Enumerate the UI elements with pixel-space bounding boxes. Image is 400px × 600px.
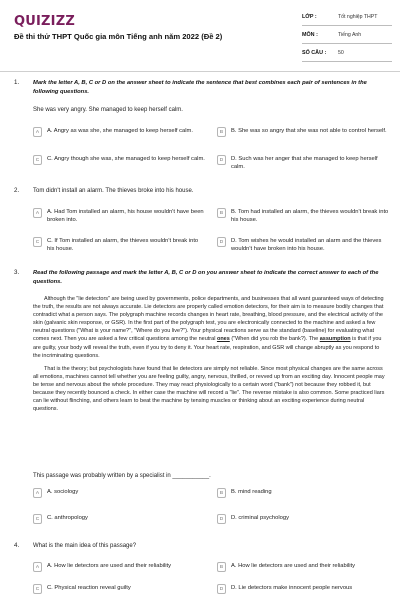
meta-value: Tốt nghiệp THPT bbox=[338, 14, 378, 20]
option-text: A. How lie detectors are used and their reliability bbox=[231, 563, 356, 569]
option-d[interactable] bbox=[217, 513, 395, 537]
option-d[interactable] bbox=[217, 583, 395, 597]
option-letter-box: C bbox=[33, 514, 42, 524]
option-text: C. anthropology bbox=[47, 515, 88, 521]
option-c[interactable] bbox=[33, 513, 211, 537]
meta-label: MÔN : bbox=[302, 32, 318, 38]
option-c[interactable] bbox=[33, 583, 211, 597]
option-text: D. Lie detectors make innocent people nervous bbox=[231, 585, 353, 591]
meta-value: 50 bbox=[338, 50, 344, 56]
option-letter-box: C bbox=[33, 584, 42, 594]
option-text: A. How lie detectors are used and their reliability bbox=[47, 563, 172, 569]
option-text: B. Tom had installed an alarm, the thieves wouldn't break into his house. bbox=[231, 209, 389, 223]
question-number: 3. bbox=[14, 269, 20, 276]
option-c[interactable] bbox=[33, 236, 211, 260]
meta-label: LỚP : bbox=[302, 14, 317, 20]
question-number: 2. bbox=[14, 187, 20, 194]
option-letter-box: D bbox=[217, 514, 226, 524]
option-text: D. Tom wishes he would installed an alarm and the thieves wouldn't have broken into his house. bbox=[231, 238, 382, 252]
option-text: C. Physical reaction reveal guilty bbox=[47, 585, 131, 591]
option-letter-box: C bbox=[33, 237, 42, 247]
document-title: Đề thi thử THPT Quốc gia môn Tiếng anh năm 2022 (Đề 2) bbox=[14, 32, 223, 41]
option-text: D. criminal psychology bbox=[231, 515, 289, 521]
option-text: A. Had Tom installed an alarm, his house wouldn't have been broken into. bbox=[47, 209, 204, 223]
option-letter-box: D bbox=[217, 584, 226, 594]
meta-value: Tiếng Anh bbox=[338, 32, 362, 38]
question-text: Tom didn't install an alarm. The thieves broke into his house. bbox=[33, 188, 194, 194]
option-a[interactable] bbox=[33, 207, 211, 231]
option-text: B. She was so angry that she was not able to control herself. bbox=[231, 128, 387, 134]
option-letter-box: A bbox=[33, 488, 42, 498]
option-d[interactable] bbox=[217, 236, 395, 260]
meta-row-count bbox=[302, 48, 392, 62]
option-letter-box: D bbox=[217, 155, 226, 165]
option-letter-box: D bbox=[217, 237, 226, 247]
question-text: What is the main idea of this passage? bbox=[33, 543, 137, 549]
option-a[interactable] bbox=[33, 487, 211, 511]
question-text: She was very angry. She managed to keep herself calm. bbox=[33, 107, 183, 113]
passage-paragraph-2: That is the theory; but psychologists have found that lie detectors are simply not reliable. Since most physical changes are the same across all emotions, machines cannot tell whether you are feeling guilty, angry, nervous, thrilled, or revved up from an exciting day. Innocent people may be tense and nervous about the whole procedure. They may react physiologically to a certain word ("bank") not because they robbed it, but because they recently bounced a check. In either case the machine will record a "lie". The reverse mistake is also common. Some practiced liars can lie without flinching, and others learn to beat the machine by tensing muscles or thinking about an exciting experience during neutral questions. bbox=[33, 365, 385, 413]
quizizz-logo[interactable]: QUIZIZZ bbox=[14, 14, 75, 29]
option-letter-box: B bbox=[217, 488, 226, 498]
option-text: D. Such was her anger that she managed to keep herself calm. bbox=[231, 156, 378, 170]
option-text: A. sociology bbox=[47, 489, 79, 495]
meta-row-class bbox=[302, 12, 392, 26]
option-letter-box: A bbox=[33, 562, 42, 572]
underlined-word: ones bbox=[216, 336, 230, 343]
option-a[interactable] bbox=[33, 561, 211, 585]
option-d[interactable] bbox=[217, 154, 395, 178]
underlined-word: assumption bbox=[319, 336, 351, 343]
option-text: A. Angry as was she, she managed to keep herself calm. bbox=[47, 128, 193, 134]
option-b[interactable] bbox=[217, 207, 395, 231]
question-number: 1. bbox=[14, 79, 20, 86]
question-instruction: Mark the letter A, B, C or D on the answer sheet to indicate the sentence that best combines each pair of sentences in the following questions. bbox=[33, 80, 367, 95]
option-text: C. If Tom installed an alarm, the thieves wouldn't break into his house. bbox=[47, 238, 199, 252]
option-text: C. Angry though she was, she managed to keep herself calm. bbox=[47, 156, 205, 162]
option-b[interactable] bbox=[217, 126, 395, 150]
option-a[interactable] bbox=[33, 126, 211, 150]
question-number: 4. bbox=[14, 542, 20, 549]
question-text: This passage was probably written by a specialist in ___________. bbox=[33, 473, 211, 479]
meta-info bbox=[302, 12, 392, 66]
option-letter-box: C bbox=[33, 155, 42, 165]
passage-paragraph-1: Although the "lie detectors" are being used by governments, police departments, and businesses that all want guaranteed ways of detecting the truth, the results are not always accurate. Lie detectors are properly called emotion detectors, for their aim is to measure bodily changes that contradict what a person says. The polygraph machine records changes in heart rate, breathing, blood pressure, and the electrical activity of the skin (galvanic skin response, or GSR). In the first part of the polygraph test, you are electronically connected to the machine and asked a few neutral questions ("What is your name?", "Where do you live?"). Your physical reactions serve as the standard (baseline) for evaluating what comes next. Then you are asked a few critical questions among the neutral ones ("When did you rob the bank?). The assumption is that if you are guilty, your body will reveal the truth, even if you try to deny it. Your heart rate, respiration, and GSR will change abruptly as you respond to the incriminating questions. bbox=[33, 296, 384, 359]
option-b[interactable] bbox=[217, 561, 395, 585]
option-letter-box: B bbox=[217, 562, 226, 572]
option-c[interactable] bbox=[33, 154, 211, 178]
option-b[interactable] bbox=[217, 487, 395, 511]
option-letter-box: B bbox=[217, 127, 226, 137]
option-text: B. mind reading bbox=[231, 489, 272, 495]
question-instruction: Read the following passage and mark the letter A, B, C or D on you answer sheet to indicate the correct answer to each of the questions. bbox=[33, 270, 379, 285]
meta-label: SỐ CÂU : bbox=[302, 50, 327, 56]
option-letter-box: A bbox=[33, 127, 42, 137]
meta-row-subject bbox=[302, 30, 392, 44]
option-letter-box: A bbox=[33, 208, 42, 218]
header-divider bbox=[0, 71, 400, 72]
option-letter-box: B bbox=[217, 208, 226, 218]
reading-passage bbox=[33, 295, 388, 418]
